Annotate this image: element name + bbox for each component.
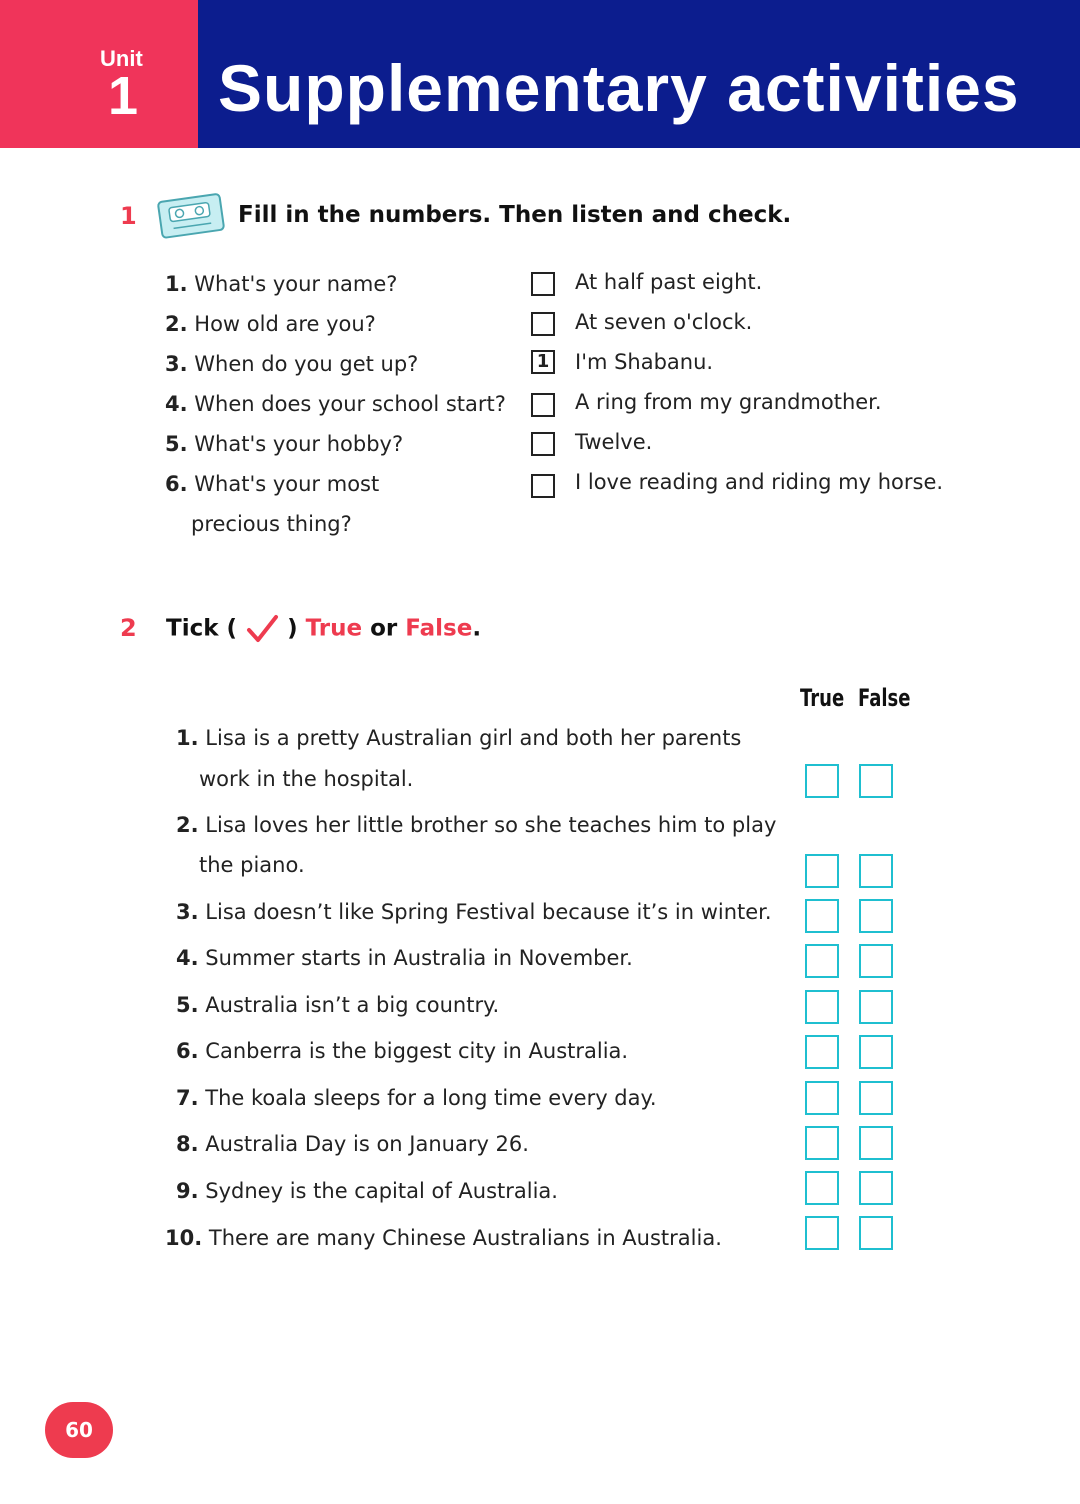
false-checkbox[interactable] — [859, 990, 893, 1024]
statement-item: 3. Lisa doesn’t like Spring Festival because it’s in winter. — [176, 900, 772, 924]
question-item: 1. What's your name? — [165, 272, 398, 296]
unit-badge — [0, 0, 198, 148]
true-checkbox[interactable] — [805, 1126, 839, 1160]
true-checkbox[interactable] — [805, 899, 839, 933]
title-banner — [198, 0, 1080, 148]
false-checkbox[interactable] — [859, 764, 893, 798]
question-item: 5. What's your hobby? — [165, 432, 404, 456]
answer-text: Twelve. — [575, 430, 653, 454]
section-1-instruction: Fill in the numbers. Then listen and check. — [238, 202, 792, 228]
statement-item: 7. The koala sleeps for a long time every day. — [176, 1086, 657, 1110]
page-title: Supplementary activities — [218, 51, 1020, 125]
true-checkbox[interactable] — [805, 1216, 839, 1250]
answer-text: I'm Shabanu. — [575, 350, 714, 374]
false-checkbox[interactable] — [859, 1081, 893, 1115]
true-checkbox[interactable] — [805, 1171, 839, 1205]
cassette-tape-icon — [152, 190, 228, 242]
statement-item: 9. Sydney is the capital of Australia. — [176, 1179, 558, 1203]
answer-text: At seven o'clock. — [575, 310, 753, 334]
statement-item: 2. Lisa loves her little brother so she teaches him to play — [176, 813, 777, 837]
answer-text: A ring from my grandmother. — [575, 390, 882, 414]
section-2-instruction: Tick ( ) True or False. — [166, 614, 481, 644]
true-checkbox[interactable] — [805, 944, 839, 978]
section-2-number: 2 — [120, 614, 137, 642]
statement-item: 8. Australia Day is on January 26. — [176, 1132, 529, 1156]
false-checkbox[interactable] — [859, 854, 893, 888]
page-header — [0, 0, 1080, 148]
true-checkbox[interactable] — [805, 990, 839, 1024]
column-header-false: False — [858, 684, 911, 712]
question-item: 3. When do you get up? — [165, 352, 419, 376]
answer-number-box[interactable]: 1 — [531, 350, 555, 374]
section-1-number: 1 — [120, 202, 137, 230]
answer-number-box[interactable] — [531, 432, 555, 456]
statement-item: 5. Australia isn’t a big country. — [176, 993, 500, 1017]
unit-number: 1 — [108, 66, 139, 126]
question-item: 4. When does your school start? — [165, 392, 506, 416]
false-checkbox[interactable] — [859, 1126, 893, 1160]
false-checkbox[interactable] — [859, 1171, 893, 1205]
answer-text: I love reading and riding my horse. — [575, 470, 944, 494]
unit-label: Unit — [100, 46, 143, 71]
question-item: 2. How old are you? — [165, 312, 376, 336]
answer-text: At half past eight. — [575, 270, 763, 294]
false-checkbox[interactable] — [859, 944, 893, 978]
column-header-true: True — [800, 684, 845, 712]
statement-continuation: the piano. — [199, 853, 305, 877]
true-checkbox[interactable] — [805, 764, 839, 798]
false-checkbox[interactable] — [859, 899, 893, 933]
false-checkbox[interactable] — [859, 1216, 893, 1250]
answer-number-box[interactable] — [531, 474, 555, 498]
statement-item: 6. Canberra is the biggest city in Australia. — [176, 1039, 629, 1063]
question-item: 6. What's your most — [165, 472, 380, 496]
answer-number-box[interactable] — [531, 272, 555, 296]
check-mark-icon — [245, 614, 279, 644]
true-checkbox[interactable] — [805, 1081, 839, 1115]
true-checkbox[interactable] — [805, 1035, 839, 1069]
answer-number-box[interactable] — [531, 393, 555, 417]
statement-item: 1. Lisa is a pretty Australian girl and both her parents — [176, 726, 742, 750]
answer-number-box[interactable] — [531, 312, 555, 336]
question-item-continuation: precious thing? — [191, 512, 352, 536]
false-checkbox[interactable] — [859, 1035, 893, 1069]
statement-item: 4. Summer starts in Australia in November. — [176, 946, 633, 970]
page-number: 60 — [45, 1402, 113, 1458]
statement-item: 10. There are many Chinese Australians in Australia. — [165, 1226, 722, 1250]
true-checkbox[interactable] — [805, 854, 839, 888]
statement-continuation: work in the hospital. — [199, 767, 414, 791]
